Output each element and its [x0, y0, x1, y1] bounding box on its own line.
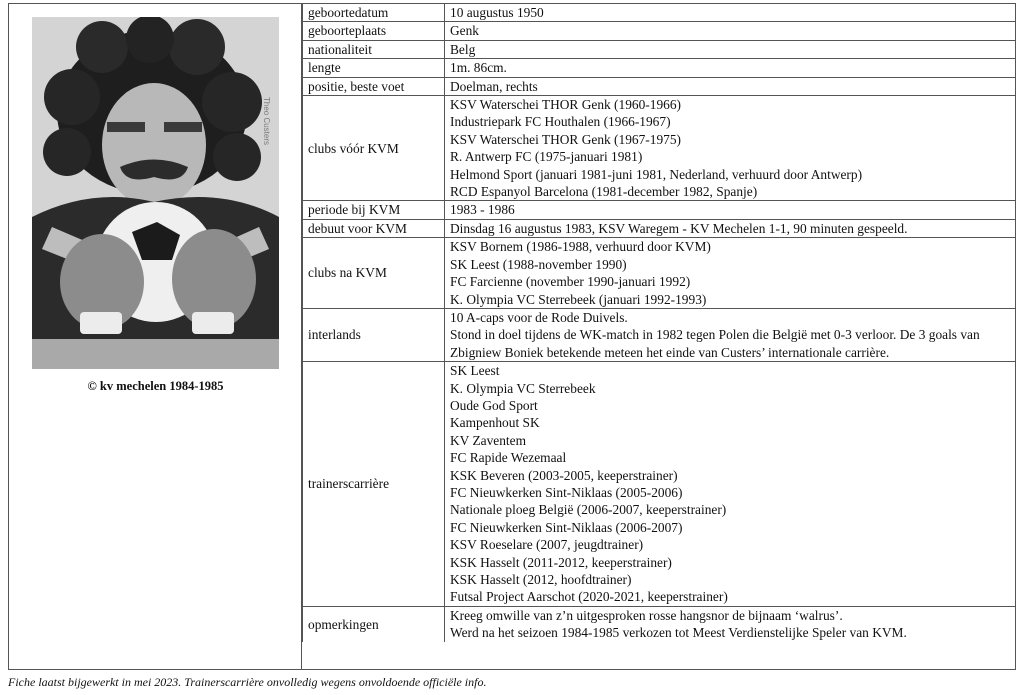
- player-photo: [32, 17, 279, 369]
- value-line: Oude God Sport: [450, 397, 538, 413]
- row-label: geboortedatum: [303, 4, 445, 22]
- value-line: FC Nieuwkerken Sint-Niklaas (2005-2006): [450, 484, 683, 500]
- row-label: periode bij KVM: [303, 201, 445, 219]
- row-label: interlands: [303, 308, 445, 361]
- value-line: KSV Bornem (1986-1988, verhuurd door KVM): [450, 239, 711, 255]
- row-label: lengte: [303, 59, 445, 77]
- value-line: 10 augustus 1950: [450, 5, 544, 20]
- value-line: FC Farcienne (november 1990-januari 1992): [450, 274, 691, 290]
- photo-watermark: Theo Custers: [262, 97, 271, 146]
- facts-row: [303, 308, 1016, 361]
- value-line: KSV Waterschei THOR Genk (1960-1966): [450, 97, 681, 113]
- facts-row: [303, 59, 1016, 77]
- value-line: Genk: [450, 23, 480, 39]
- value-line: KV Zaventem: [450, 432, 526, 448]
- row-label: opmerkingen: [303, 606, 445, 641]
- facts-table: [302, 4, 1015, 642]
- value-line: KSK Hasselt (2012, hoofdtrainer): [450, 572, 632, 587]
- value-line: Helmond Sport (januari 1981-juni 1981, Nederland, verhuurd door Antwerp): [450, 166, 863, 182]
- facts-row: [303, 4, 1016, 22]
- value-line: KSV Waterschei THOR Genk (1967-1975): [450, 131, 681, 147]
- value-line: K. Olympia VC Sterrebeek (januari 1992-1993): [450, 291, 707, 307]
- row-value: [445, 96, 1016, 201]
- row-label: positie, beste voet: [303, 77, 445, 95]
- value-line: FC Rapide Wezemaal: [450, 450, 567, 466]
- row-value: [445, 606, 1016, 641]
- player-fact-sheet: [8, 3, 1016, 670]
- row-label: geboorteplaats: [303, 22, 445, 40]
- value-line: Doelman, rechts: [450, 78, 538, 94]
- facts-row: [303, 238, 1016, 309]
- value-line: Kreeg omwille van z’n uitgesproken rosse hangsnor de bijnaam ‘walrus’.: [450, 607, 843, 623]
- facts-row: [303, 96, 1016, 201]
- value-line: SK Leest: [450, 363, 500, 379]
- row-value: [445, 308, 1016, 361]
- row-value: [445, 219, 1016, 237]
- value-line: K. Olympia VC Sterrebeek: [450, 380, 596, 396]
- value-line: 1983 - 1986: [450, 202, 515, 218]
- row-label: clubs na KVM: [303, 238, 445, 309]
- row-value: [445, 22, 1016, 40]
- value-line: R. Antwerp FC (1975-januari 1981): [450, 149, 643, 165]
- value-line: Werd na het seizoen 1984-1985 verkozen tot Meest Verdienstelijke Speler van KVM.: [450, 625, 907, 641]
- row-value: [445, 201, 1016, 219]
- row-value: [445, 40, 1016, 58]
- row-value: [445, 238, 1016, 309]
- facts-row: [303, 219, 1016, 237]
- value-line: Futsal Project Aarschot (2020-2021, keeperstrainer): [450, 589, 728, 605]
- value-line: RCD Espanyol Barcelona (1981-december 1982, Spanje): [450, 184, 758, 200]
- row-label: clubs vóór KVM: [303, 96, 445, 201]
- facts-row: [303, 40, 1016, 58]
- row-value: [445, 77, 1016, 95]
- photo-cell: [9, 4, 302, 669]
- row-value: [445, 59, 1016, 77]
- value-line: 1m. 86cm.: [450, 60, 507, 76]
- facts-row: [303, 77, 1016, 95]
- facts-row: [303, 22, 1016, 40]
- row-value: [445, 362, 1016, 607]
- value-line: Kampenhout SK: [450, 415, 540, 431]
- value-line: Belg: [450, 41, 476, 57]
- value-line: KSK Beveren (2003-2005, keeperstrainer): [450, 467, 678, 483]
- row-label: trainerscarrière: [303, 362, 445, 607]
- value-line: KSK Hasselt (2011-2012, keeperstrainer): [450, 554, 672, 570]
- value-line: Stond in doel tijdens de WK-match in 1982 tegen Polen die België met 0-3 verloor. De 3 goals van Zbigniew Boniek betekende meteen het einde van Custers’ internationale carrière.: [450, 327, 980, 360]
- row-label: nationaliteit: [303, 40, 445, 58]
- value-line: FC Nieuwkerken Sint-Niklaas (2006-2007): [450, 519, 683, 535]
- row-value: [445, 4, 1016, 22]
- footnote: Fiche laatst bijgewerkt in mei 2023. Trainerscarrière onvolledig wegens onvoldoende officiële info.: [8, 675, 487, 689]
- facts-row: [303, 362, 1016, 607]
- value-line: KSV Roeselare (2007, jeugdtrainer): [450, 537, 644, 553]
- photo-caption: © kv mechelen 1984-1985: [87, 379, 224, 393]
- value-line: Industriepark FC Houthalen (1966-1967): [450, 114, 671, 130]
- facts-row: [303, 201, 1016, 219]
- value-line: SK Leest (1988-november 1990): [450, 256, 627, 272]
- row-label: debuut voor KVM: [303, 219, 445, 237]
- value-line: Nationale ploeg België (2006-2007, keeperstrainer): [450, 502, 727, 518]
- facts-row: [303, 606, 1016, 641]
- value-line: Dinsdag 16 augustus 1983, KSV Waregem - KV Mechelen 1-1, 90 minuten gespeeld.: [450, 220, 908, 236]
- value-line: 10 A-caps voor de Rode Duivels.: [450, 309, 628, 325]
